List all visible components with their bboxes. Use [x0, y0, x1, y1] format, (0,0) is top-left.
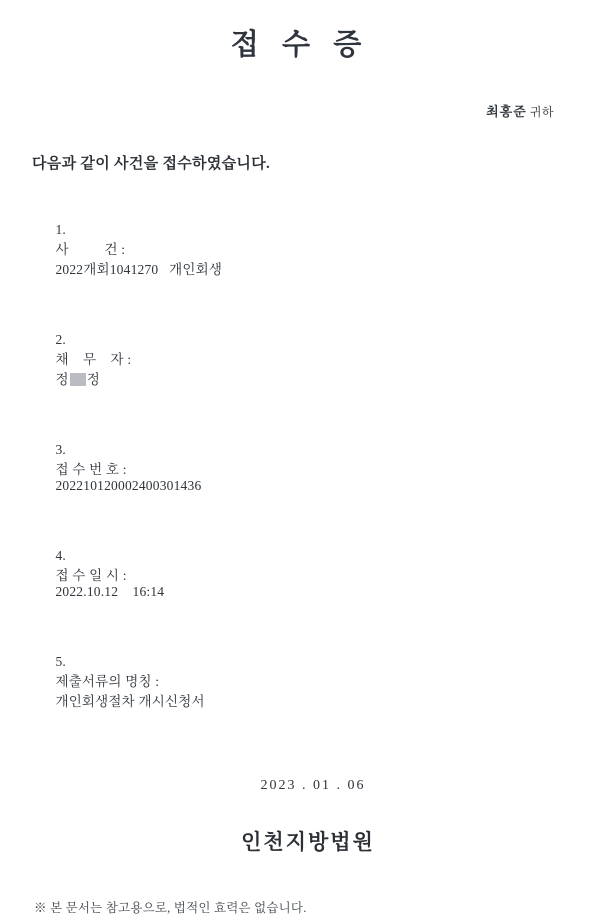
recipient-line	[28, 101, 572, 120]
lead-statement: 다음과 같이 사건을 접수하였습니다.	[32, 156, 271, 172]
recipient-name: 최홍준	[486, 104, 527, 119]
item-label: 제출서류의 명칭 :	[55, 674, 160, 689]
court-name: 인천지방법원	[241, 830, 375, 854]
list-item	[34, 316, 572, 404]
item-label: 사 건 :	[55, 242, 126, 257]
item-label: 접 수 일 시 :	[55, 568, 127, 583]
footnote: ※ 본 문서는 참고용으로, 법적인 효력은 없습니다.	[34, 901, 307, 915]
item-list	[34, 206, 572, 726]
list-item	[34, 532, 572, 616]
receipt-document	[0, 22, 600, 915]
item-label: 접 수 번 호 :	[55, 462, 127, 477]
item-value: 개인회생절차 개시신청서	[55, 694, 205, 709]
item-value: 2022.10.12 16:14	[55, 584, 165, 599]
item-value-prefix: 정	[55, 372, 69, 387]
list-item	[34, 206, 572, 294]
list-item	[34, 638, 572, 726]
item-index: 5.	[55, 654, 66, 669]
item-index: 2.	[55, 332, 66, 347]
redaction-block	[70, 373, 86, 386]
item-index: 4.	[55, 548, 66, 563]
item-value: 2022개회1041270 개인회생	[55, 262, 223, 277]
item-index: 3.	[55, 442, 66, 457]
recipient-honorific: 귀하	[529, 105, 554, 119]
list-item	[34, 426, 572, 510]
item-label: 채 무 자 :	[55, 352, 132, 367]
item-value: 202210120002400301436	[55, 478, 202, 493]
page-title: 접 수 증	[230, 29, 370, 61]
item-index: 1.	[55, 222, 66, 237]
item-value-suffix: 정	[86, 372, 100, 387]
issue-date: 2023 . 01 . 06	[260, 778, 366, 793]
